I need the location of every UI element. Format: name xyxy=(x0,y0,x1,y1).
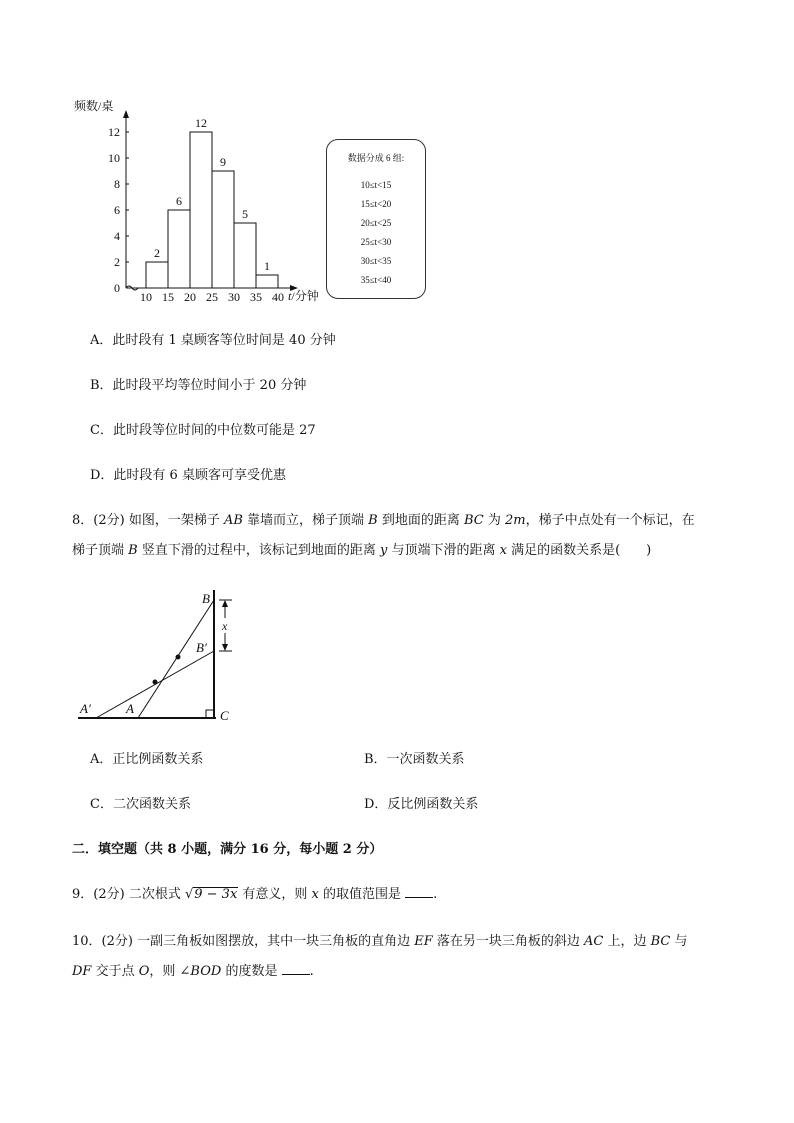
histogram-chart xyxy=(70,96,319,306)
bar-value-label: 9 xyxy=(220,155,226,169)
legend-group-item: 20≤t<25 xyxy=(360,218,392,228)
q8-stem-line1 xyxy=(72,509,695,528)
q8-text: 到地面的距离 xyxy=(377,513,464,528)
bar-value-label: 6 xyxy=(176,194,182,208)
q10-angle: ∠BOD xyxy=(179,964,222,979)
bar-value-label: 12 xyxy=(195,116,207,130)
histogram-bar xyxy=(190,132,212,288)
histogram-bar xyxy=(212,171,234,288)
q10-var-o: O xyxy=(138,964,150,979)
y-axis-arrow xyxy=(123,110,129,118)
x-axis-unit: 分钟 xyxy=(294,289,319,303)
label-a-prime: A′ xyxy=(80,701,91,716)
label-c: C xyxy=(220,708,229,723)
midpoint-dot-apbp xyxy=(153,680,158,685)
ladder-figure xyxy=(76,588,256,728)
q8-stem-line2 xyxy=(72,539,651,558)
q8-length: 2m xyxy=(505,513,526,528)
q10-text: 与 xyxy=(670,934,688,949)
q8-var-x: x xyxy=(499,543,507,558)
q10-text: 上，边 xyxy=(603,934,651,949)
q8-text: 梯子顶端 xyxy=(72,543,129,558)
legend-group-item: 25≤t<30 xyxy=(360,237,392,247)
y-axis-label: 频数/桌 xyxy=(74,99,114,113)
q8-option-b: B．一次函数关系 xyxy=(364,752,465,767)
q10-text: 10．(2分) 一副三角板如图摆放，其中一块三角板的直角边 xyxy=(72,934,415,949)
x-axis-var: t xyxy=(288,289,292,303)
q7-option-a: A．此时段有 1 桌顾客等位时间是 40 分钟 xyxy=(90,333,336,348)
histogram-bar xyxy=(146,262,168,288)
y-tick-label: 2 xyxy=(114,255,120,269)
q7-option-c: C．此时段等位时间的中位数可能是 27 xyxy=(90,423,316,438)
y-tick-label: 8 xyxy=(114,177,120,191)
answer-blank[interactable] xyxy=(405,885,433,898)
x-tick-label: 40 xyxy=(272,290,284,304)
measure-arrow-down xyxy=(222,644,228,651)
x-tick-label: 20 xyxy=(184,290,196,304)
q10-stem-line2 xyxy=(72,960,314,979)
x-tick-label: 30 xyxy=(228,290,240,304)
legend-group-item: 15≤t<20 xyxy=(360,199,392,209)
q9-var-x: x xyxy=(311,887,319,902)
q8-var-b: B xyxy=(128,543,138,558)
sqrt-icon: √ xyxy=(184,887,194,902)
q8-var-b: B xyxy=(368,513,378,528)
q8-option-d: D．反比例函数关系 xyxy=(364,797,479,812)
q9-text: . xyxy=(433,887,438,902)
legend-group-item: 10≤t<15 xyxy=(360,180,392,190)
label-b: B xyxy=(202,591,210,606)
q10-text: . xyxy=(309,964,314,979)
legend-title: 数据分成 6 组: xyxy=(347,153,405,163)
midpoint-dot-ab xyxy=(176,655,181,660)
q8-var-bc: BC xyxy=(464,513,484,528)
group-legend-box xyxy=(326,139,426,299)
q8-option-a: A．正比例函数关系 xyxy=(90,752,204,767)
label-x: x xyxy=(222,619,228,633)
answer-blank[interactable] xyxy=(282,962,310,975)
y-tick-label: 4 xyxy=(114,229,120,243)
label-a: A xyxy=(126,701,134,716)
q9-stem xyxy=(72,883,437,902)
q8-text: 为 xyxy=(483,513,506,528)
y-tick-label: 10 xyxy=(108,151,120,165)
q7-option-b: B．此时段平均等位时间小于 20 分钟 xyxy=(90,378,307,393)
q8-option-c: C．二次函数关系 xyxy=(90,797,191,812)
ladder-ab xyxy=(138,600,214,718)
x-tick-label: 25 xyxy=(206,290,218,304)
legend-group-item: 35≤t<40 xyxy=(360,275,392,285)
x-axis-label: t/分钟 xyxy=(288,289,319,303)
q9-radicand: 9 − 3x xyxy=(194,887,238,902)
q10-var-ef: EF xyxy=(414,934,433,949)
q8-text: 与顶端下滑的距离 xyxy=(387,543,500,558)
histogram-bar xyxy=(256,275,278,288)
histogram-bar xyxy=(168,210,190,288)
bar-value-label: 1 xyxy=(264,259,270,273)
label-b-prime: B′ xyxy=(196,640,207,655)
q10-var-ac: AC xyxy=(584,934,604,949)
bar-value-label: 2 xyxy=(154,246,160,260)
histogram-bar xyxy=(234,223,256,288)
q10-var-df: DF xyxy=(72,964,92,979)
q9-text: 的取值范围是 xyxy=(318,887,406,902)
q9-text: 有意义，则 xyxy=(238,887,312,902)
bar-value-label: 5 xyxy=(242,207,248,221)
section-2-heading: 二．填空题（共 8 小题，满分 16 分，每小题 2 分） xyxy=(72,842,383,857)
q7-option-d: D．此时段有 6 桌顾客可享受优惠 xyxy=(90,468,286,483)
y-tick-label: 0 xyxy=(114,281,120,295)
q10-var-bc: BC xyxy=(650,934,671,949)
q8-text: 满足的函数关系是( ) xyxy=(506,543,652,558)
q8-var-ab: AB xyxy=(223,513,243,528)
y-tick-label: 12 xyxy=(108,125,120,139)
legend-group-list xyxy=(327,176,425,290)
x-tick-label: 15 xyxy=(162,290,174,304)
x-tick-label: 35 xyxy=(250,290,262,304)
q10-text: 交于点 xyxy=(91,964,139,979)
q8-text: 8．(2分) 如图，一架梯子 xyxy=(72,513,224,528)
q9-text: 9．(2分) 二次根式 xyxy=(72,887,185,902)
q8-var-y: y xyxy=(379,543,388,558)
q8-text: 竖直下滑的过程中，该标记到地面的距离 xyxy=(137,543,380,558)
q10-text: ，则 xyxy=(149,964,180,979)
q10-text: 的度数是 xyxy=(221,964,282,979)
right-angle-mark xyxy=(206,710,214,718)
measure-arrow-up xyxy=(222,600,228,607)
y-tick-label: 6 xyxy=(114,203,120,217)
q8-text: ，梯子中点处有一个标记，在 xyxy=(525,513,695,528)
x-tick-label: 10 xyxy=(140,290,152,304)
q10-text: 落在另一块三角板的斜边 xyxy=(432,934,585,949)
legend-group-item: 30≤t<35 xyxy=(360,256,392,266)
q10-stem-line1 xyxy=(72,930,688,949)
q8-text: 靠墙而立，梯子顶端 xyxy=(242,513,369,528)
